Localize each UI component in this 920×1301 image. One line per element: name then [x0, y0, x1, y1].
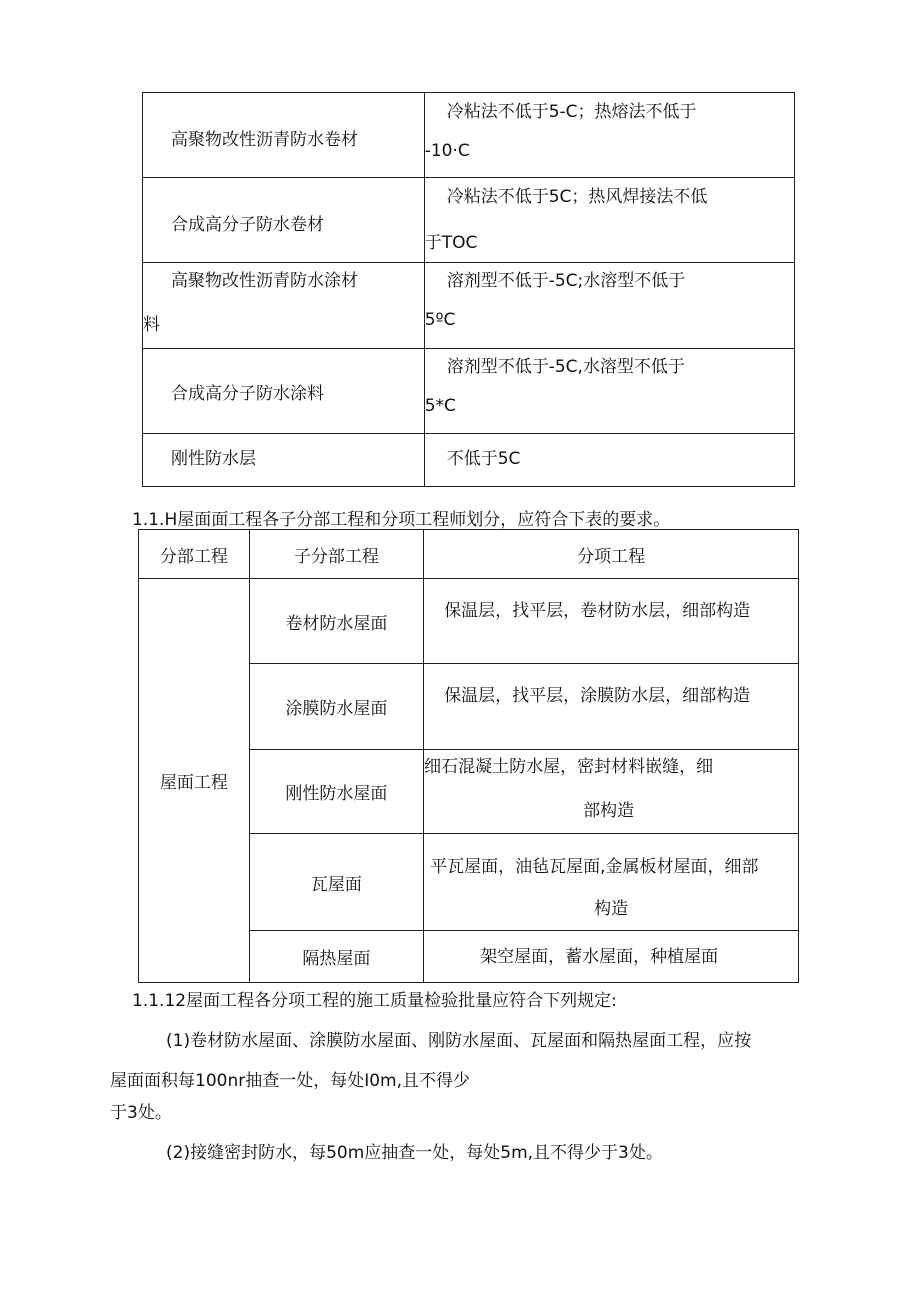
items-text: 部构造 [583, 801, 635, 821]
item-2: (2)接缝密封防水，每50m应抽查一处，每处5m,且不得少于3处。 [166, 1143, 663, 1163]
material-text: 刚性防水层 [171, 449, 256, 469]
requirement-cell [424, 349, 794, 434]
clause-1-1-11: 1.1.H屋面面工程各子分部工程和分项工程师划分，应符合下表的要求。 [132, 510, 671, 530]
table-row [139, 579, 799, 664]
table-row [143, 178, 795, 263]
item-1-line-2: 屋面面积每100nr抽查一处，每处I0m,且不得少 [110, 1071, 471, 1091]
subdivision-cell [249, 579, 423, 664]
requirement-text: 不低于5C [446, 449, 521, 469]
table-row [143, 263, 795, 349]
item-1-line-3: 于3处。 [110, 1103, 172, 1123]
subdivision-text: 涂膜防水屋面 [285, 699, 388, 719]
subdivision-cell [249, 664, 423, 750]
requirement-text: 溶剂型不低于-5C;水溶型不低于 [446, 271, 686, 291]
items-cell [424, 579, 799, 664]
requirement-text: 溶剂型不低于-5C,水溶型不低于 [446, 357, 685, 377]
table-header-row [139, 530, 799, 579]
material-cell [143, 263, 425, 349]
items-text: 保温层，找平层，涂膜防水层，细部构造 [444, 686, 751, 706]
table-row [143, 93, 795, 178]
items-text: 平瓦屋面，油毡瓦屋面,金属板材屋面，细部 [430, 857, 759, 877]
table-row [143, 434, 795, 487]
clause-1-1-12: 1.1.12屋面工程各分项工程的施工质量检验批量应符合下列规定: [132, 991, 617, 1011]
material-cell [143, 434, 425, 487]
items-cell [424, 750, 799, 834]
header-cell [139, 530, 250, 579]
subdivision-text: 瓦屋面 [310, 874, 362, 895]
requirement-cell [424, 263, 794, 349]
subdivision-text: 卷材防水屋面 [285, 613, 388, 634]
items-cell [424, 931, 799, 983]
header-division: 分部工程 [159, 546, 228, 567]
requirement-cell [424, 434, 794, 487]
material-text: 合成高分子防水卷材 [171, 215, 324, 235]
division-text: 屋面工程 [159, 773, 228, 793]
material-text: 高聚物改性沥青防水涂材 [171, 271, 358, 291]
item-1-line-1: (1)卷材防水屋面、涂膜防水屋面、刚防水屋面、瓦屋面和隔热屋面工程，应按 [166, 1031, 752, 1051]
header-cell [249, 530, 423, 579]
subdivision-text: 刚性防水屋面 [285, 784, 388, 804]
requirement-text: 5*C [424, 396, 456, 416]
table-row [143, 349, 795, 434]
requirement-cell [424, 178, 794, 263]
division-table [138, 529, 799, 983]
items-cell [424, 834, 799, 931]
material-cell [143, 93, 425, 178]
requirement-text: 5ºC [424, 310, 456, 330]
requirement-text: 于TOC [424, 233, 478, 253]
items-cell [424, 664, 799, 750]
material-cell [143, 178, 425, 263]
subdivision-cell [249, 931, 423, 983]
subdivision-cell [249, 750, 423, 834]
requirement-text: 冷粘法不低于5C；热风焊接法不低 [446, 187, 708, 207]
header-items: 分项工程 [577, 546, 646, 567]
material-text: 合成高分子防水涂料 [171, 384, 324, 404]
requirement-text: 冷粘法不低于5-C；热熔法不低于 [446, 102, 697, 122]
subdivision-cell [249, 834, 423, 931]
material-cell [143, 349, 425, 434]
items-text: 构造 [594, 899, 629, 919]
material-text: 料 [143, 315, 160, 335]
requirement-cell [424, 93, 794, 178]
header-cell [424, 530, 799, 579]
temperature-table [142, 92, 795, 487]
items-text: 保温层，找平层，卷材防水层，细部构造 [444, 601, 751, 621]
material-text: 高聚物改性沥青防水卷材 [171, 130, 358, 150]
items-text: 架空屋面，蓄水屋面，种植屋面 [480, 947, 719, 967]
items-text: 细石混凝土防水屋，密封材料嵌缝，细 [424, 757, 714, 777]
division-cell [139, 579, 250, 983]
requirement-text: -10·C [424, 141, 470, 161]
header-subdivision: 子分部工程 [293, 546, 379, 567]
subdivision-text: 隔热屋面 [302, 949, 371, 969]
